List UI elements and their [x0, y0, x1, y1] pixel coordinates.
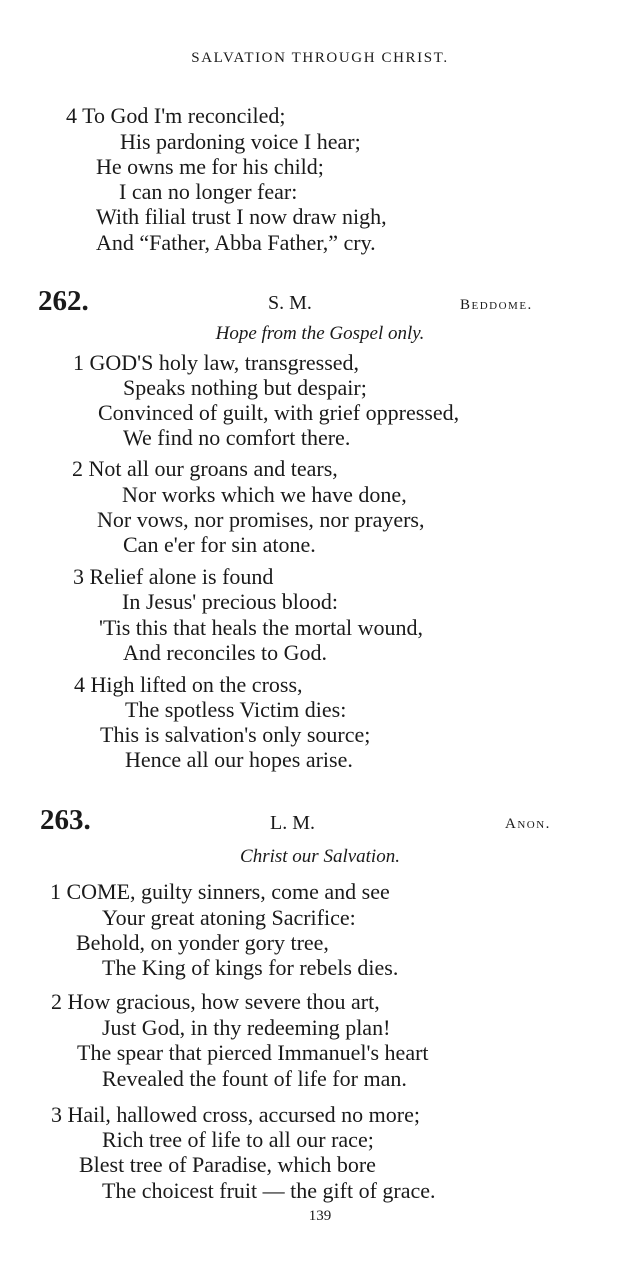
h263-s2-l3: The spear that pierced Immanuel's heart — [77, 1040, 429, 1065]
h262-s4-l3: This is salvation's only source; — [100, 722, 371, 747]
h262-s4-l2: The spotless Victim dies: — [125, 697, 347, 722]
carryover-line-5: With filial trust I now draw nigh, — [96, 204, 387, 229]
h263-s2-l1: 2 How gracious, how severe thou art, — [51, 989, 380, 1014]
hymn-263-author: Anon. — [505, 816, 551, 832]
h262-s3-l2: In Jesus' precious blood: — [122, 589, 338, 614]
h263-s3-l3: Blest tree of Paradise, which bore — [79, 1152, 376, 1177]
carryover-line-3: He owns me for his child; — [96, 154, 324, 179]
hymn-263-subtitle: Christ our Salvation. — [240, 846, 400, 867]
hymn-263-number: 263. — [40, 804, 91, 836]
h262-s1-l3: Convinced of guilt, with grief oppressed, — [98, 400, 460, 425]
hymn-262-meter: S. M. — [268, 292, 312, 314]
page-number: 139 — [308, 1208, 332, 1224]
h262-s1-l4: We find no comfort there. — [123, 425, 351, 450]
h262-s1-l1: 1 GOD'S holy law, transgressed, — [73, 350, 360, 375]
h262-s1-l2: Speaks nothing but despair; — [123, 375, 367, 400]
h262-s4-l1: 4 High lifted on the cross, — [74, 672, 303, 697]
hymn-263-meter: L. M. — [270, 812, 315, 834]
h263-s3-l4: The choicest fruit — the gift of grace. — [102, 1178, 436, 1203]
h263-s2-l2: Just God, in thy redeeming plan! — [102, 1015, 391, 1040]
h263-s2-l4: Revealed the fount of life for man. — [102, 1066, 407, 1091]
h262-s2-l3: Nor vows, nor promises, nor prayers, — [97, 507, 425, 532]
hymn-262-author: Beddome. — [460, 297, 533, 313]
h263-s1-l2: Your great atoning Sacrifice: — [102, 905, 356, 930]
h262-s3-l1: 3 Relief alone is found — [73, 564, 274, 589]
carryover-line-6: And “Father, Abba Father,” cry. — [96, 230, 376, 255]
h262-s2-l4: Can e'er for sin atone. — [123, 532, 316, 557]
carryover-line-4: I can no longer fear: — [119, 179, 298, 204]
h263-s3-l1: 3 Hail, hallowed cross, accursed no more; — [51, 1102, 420, 1127]
h262-s2-l1: 2 Not all our groans and tears, — [72, 456, 338, 481]
running-head: SALVATION THROUGH CHRIST. — [191, 50, 449, 66]
h263-s1-l3: Behold, on yonder gory tree, — [76, 930, 329, 955]
h262-s2-l2: Nor works which we have done, — [122, 482, 407, 507]
h263-s3-l2: Rich tree of life to all our race; — [102, 1127, 374, 1152]
h262-s3-l4: And reconciles to God. — [123, 640, 328, 665]
h263-s1-l1: 1 COME, guilty sinners, come and see — [50, 879, 390, 904]
h262-s4-l4: Hence all our hopes arise. — [125, 747, 353, 772]
h262-s3-l3: 'Tis this that heals the mortal wound, — [99, 615, 423, 640]
h263-s1-l4: The King of kings for rebels dies. — [102, 955, 399, 980]
hymn-262-number: 262. — [38, 285, 89, 317]
hymn-262-subtitle: Hope from the Gospel only. — [215, 323, 425, 344]
carryover-line-2: His pardoning voice I hear; — [120, 129, 361, 154]
carryover-line-1: 4 To God I'm reconciled; — [66, 103, 286, 128]
